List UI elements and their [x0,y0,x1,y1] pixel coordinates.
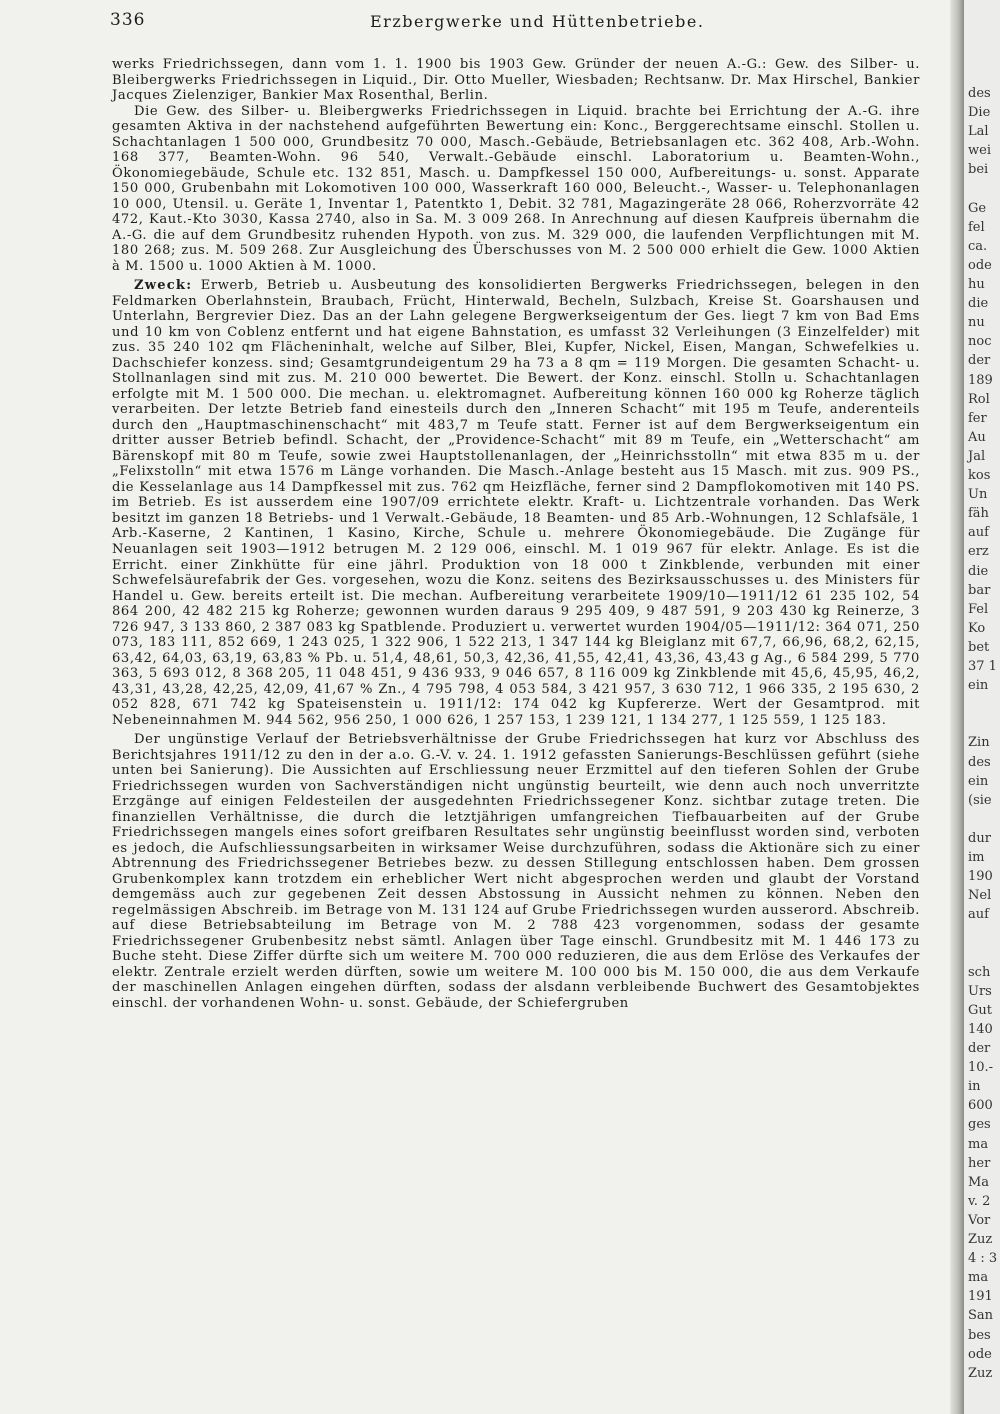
purpose-label: Zweck: [134,278,193,294]
book-gutter [950,0,964,1414]
next-page-fragment: des [968,86,991,101]
next-page-fragment: die [968,296,989,312]
next-page-fragment: ein [968,773,989,789]
next-page-fragment: fel [968,219,985,235]
next-page-fragment: ges [968,1117,991,1133]
next-page-fragment: Un [968,487,988,503]
next-page-fragment: der [968,1041,991,1056]
next-page-fragment: 4 : 3 [968,1251,998,1267]
next-page-fragment: noc [968,334,992,350]
next-page-fragment: 189 [968,372,993,388]
next-page-fragment: Au [968,429,986,445]
next-page-fragment: bes [968,1327,991,1343]
next-page-fragment: sch [968,964,991,980]
next-page-fragment: Vor [968,1212,991,1228]
next-page-fragment: in [968,1079,981,1095]
next-page-fragment: ode [968,257,992,273]
next-page-fragment: 191 [968,1289,993,1305]
next-page-fragment: Nel [968,888,992,904]
next-page-fragment: nu [968,315,985,331]
next-page-fragment: Gut [968,1002,992,1018]
next-page-fragment: bar [968,582,991,598]
next-page-fragment: erz [968,544,989,560]
next-page-fragment: 140 [968,1021,993,1037]
next-page-fragment: auf [968,525,989,541]
next-page-fragment: Jal [968,448,986,464]
next-page-fragment: fer [968,410,987,426]
next-page-fragment: des [968,754,991,770]
next-page-fragment: der [968,353,991,369]
next-page-fragment: (sie [968,792,992,808]
next-page-fragment: Ma [968,1174,990,1190]
next-page-fragment: dur [968,830,991,846]
next-page-fragment: Ge [968,200,987,216]
next-page-fragment: Fel [968,601,989,617]
next-page-fragment: ode [968,1346,992,1362]
next-page-fragment: 190 [968,869,993,885]
next-page-fragment: wei [968,143,991,159]
next-page-fragment: 600 [968,1098,993,1114]
next-page-fragment: ma [968,1270,989,1286]
paragraph-valuation: Die Gew. des Silber- u. Bleibergwerks Friedrichssegen in Liquid. brachte bei Errichtung der A.-G. ihre gesamten Aktiva in der nachstehend aufgeführten Bewertung ein: Konc., Berggerechtsame einschl. Stollen u. Schachtanlagen 1 500 000, Grundbesitz 70 000, Masch.-Gebäude, Betriebsanlagen etc. 362 408, Arb.-Wohn. 168 377, Beamten-Wohn. 96 540, Verwalt.-Gebäude einschl. Laboratorium u. Beamten-Wohn., Ökonomiegebäude, Schule etc. 132 851, Masch. u. Dampfkessel 150 000, Aufbereitungs- u. sonst. Apparate 150 000, Grubenbahn mit Lokomotiven 100 000, Wasserkraft 160 000, Beleucht.-, Wasser- u. Telephonanlagen 10 000, Utensil. u. Geräte 1, Inventar 1, Patentkto 1, Debit. 32 781, Magazingeräte 28 066, Roherzvorräte 42 472, Kaut.-Kto 3030, Kassa 2740, also in Sa. M. 3 009 268. In Anrechnung auf diesen Kaufpreis übernahm die A.-G. die auf dem Grundbesitz ruhenden Hypoth. von zus. M. 329 000, die laufenden Verpflichtungen mit M. 180 268; zus. M. 509 268. Zur Ausgleichung des Überschusses von M. 2 500 000 erhielt die Gew. 1000 Aktien à M. 1500 u. 1000 Aktien à M. 1000. [112,103,920,274]
next-page-fragment: Urs [968,983,992,999]
next-page-fragment: her [968,1155,991,1171]
next-page-fragment: Lal [968,124,989,140]
paragraph-purpose [112,278,920,728]
next-page-fragment: Zuz [968,1232,993,1247]
next-page-fragment: hu [968,277,985,292]
running-title: Erzbergwerke und Hüttenbetriebe. [370,12,705,31]
next-page-edge [964,0,1000,1414]
next-page-fragment: San [968,1308,994,1324]
page-body [112,57,920,1011]
next-page-fragment: 10.- [968,1060,994,1076]
next-page-fragment: die [968,563,989,579]
page-header [110,8,930,38]
next-page-fragment: ma [968,1136,989,1152]
next-page-fragment: Die [968,105,991,121]
next-page-fragment: im [968,850,985,865]
purpose-text: Erwerb, Betrieb u. Ausbeutung des konsolidierten Bergwerks Friedrichssegen, belegen in den Feldmarken Oberlahnstein, Braubach, Frücht, Hinterwald, Becheln, Sulzbach, Kreise St. Goarshausen und Unterlahn, Bergrevier Diez. Das an der Lahn gelegene Bergwerkseigentum der Ges. liegt 7 km von Bad Ems und 10 km von Coblenz entfernt und hat eigene Bahnstation, es umfasst 32 Verleihungen (3 Einzelfelder) mit zus. 35 240 102 qm Flächeninhalt, welche auf Silber, Blei, Kupfer, Nickel, Eisen, Mangan, Schwefelkies u. Dachschiefer konzess. sind; Gesamtgrundeigentum 29 ha 73 a 8 qm = 119 Morgen. Die gesamten Schacht- u. Stollnanlagen sind mit zus. M. 210 000 bewertet. Die Bewert. der Konz. einschl. Stolln u. Schachtanlagen erfolgte mit M. 1 500 000. Die mechan. u. elektromagnet. Aufbereitung können 160 000 kg Roherze täglich verarbeiten. Der letzte Betrieb fand einesteils durch den „Inneren Schacht“ mit 195 m Teufe, anderenteils durch den „Hauptmaschinenschacht“ mit 483,7 m Teufe statt. Ferner ist auf dem Bergwerkseigentum ein dritter ausser Betrieb befindl. Schacht, der „Providence-Schacht“ mit 89 m Teufe, ein „Wetterschacht“ am Bärenskopf mit 80 m Teufe, sowie zwei Hauptstollenanlagen, der „Heinrichsstolln“ mit etwa 835 m u. der „Felixstolln“ mit etwa 1576 m Länge vorhanden. Die Masch.-Anlage besteht aus 15 Masch. mit zus. 909 PS., die Kesselanlage aus 14 Dampfkessel mit zus. 762 qm Heizfläche, ferner sind 2 Dampflokomotiven mit 140 PS. im Betrieb. Es ist ausserdem eine 1907/09 errichtete elektr. Kraft- u. Lichtzentrale vorhanden. Das Werk besitzt im ganzen 18 Betriebs- und 1 Verwalt.-Gebäude, 18 Beamten- und 85 Arb.-Wohnungen, 12 Schlafsäle, 1 Arb.-Kaserne, 2 Kantinen, 1 Kasino, Kirche, Schule u. mehrere Ökonomiegebäude. Die Zugänge für Neuanlagen seit 1903—1912 betrugen M. 2 129 006, einschl. M. 1 019 967 für elektr. Anlage. Es ist die Erricht. einer Zinkhütte für eine jährl. Produktion von 18 000 t Zinkblende, verbunden mit einer Schwefelsäurefabrik der Ges. vorgesehen, wozu die Konz. seitens des Bezirksausschusses u. des Ministers für Handel u. Gew. bereits erteilt ist. Die mechan. Aufbereitung verarbeitete 1909/10—1911/12 61 235 102, 54 864 200, 42 482 215 kg Roherze; gewonnen wurden daraus 9 295 409, 9 487 591, 9 203 430 kg Reinerze, 3 726 947, 3 133 860, 2 387 083 kg Spatblende. Produziert u. verwertet wurden 1904/05—1911/12: 364 071, 250 073, 183 111, 852 669, 1 243 025, 1 322 906, 1 522 213, 1 347 144 kg Bleiglanz mit 67,7, 66,96, 68,2, 62,15, 63,42, 64,03, 63,19, 63,83 % Pb. u. 51,4, 48,61, 50,3, 42,36, 41,55, 42,41, 43,36, 43,43 g Ag., 6 584 299, 5 770 363, 5 693 012, 8 368 205, 11 048 451, 9 436 933, 9 046 657, 8 116 009 kg Zinkblende mit 45,6, 45,95, 46,2, 43,31, 43,28, 42,25, 42,09, 41,67 % Zn., 4 795 798, 4 053 584, 3 421 957, 3 630 712, 1 966 335, 2 195 630, 2 052 828, 671 742 kg Spateisenstein u. 1911/12: 174 042 kg Kupfererze. Wert der Gesamtprod. mit Nebeneinnahmen M. 944 562, 956 250, 1 000 626, 1 257 153, 1 239 121, 1 134 277, 1 125 559, 1 125 183. [112,278,920,728]
next-page-fragment: v. 2 [968,1193,991,1209]
next-page-fragment: bei [968,162,989,178]
next-page-fragment: auf [968,907,989,923]
next-page-fragment: Zuz [968,1365,993,1381]
next-page-fragment: fäh [968,506,989,522]
paragraph-business-outlook: Der ungünstige Verlauf der Betriebsverhältnisse der Grube Friedrichssegen hat kurz vor Abschluss des Berichtsjahres 1911/12 zu den in der a.o. G.-V. v. 24. 1. 1912 gefassten Sanierungs-Beschlüssen geführt (siehe unten bei Sanierung). Die Aussichten auf Erschliessung neuer Erzmittel auf den tieferen Sohlen der Grube Friedrichssegen wurden von Sachverständigen nicht ungünstig beurteilt, wie denn auch noch unverritzte Erzgänge auf einigen Feldesteilen der ausgedehnten Friedrichssegener Konz. sichtbar zutage treten. Die finanziellen Verhältnisse, die durch die letztjährigen umfangreichen Tiefbauarbeiten auf der Grube Friedrichssegen mangels eines sofort greifbaren Resultates sehr ungünstig beeinflusst worden sind, verboten es jedoch, die Aufschliessungsarbeiten in wirksamer Weise durchzuführen, sodass die Aktionäre sich zu einer Abtrennung des Friedrichssegener Betriebes bezw. zu dessen Stillegung entschlossen haben. Dem grossen Grubenkomplex kann trotzdem ein erheblicher Wert nicht abgesprochen werden und glaubt der Vorstand demgemäss auch zur gegebenen Zeit dessen Abstossung in Aussicht nehmen zu können. Neben den regelmässigen Abschreib. im Betrage von M. 131 124 auf Grube Friedrichssegen wurden ausserord. Abschreib. auf diese Betriebsabteilung im Betrage von M. 2 788 423 vorgenommen, sodass der gesamte Friedrichssegener Grubenbesitz nebst sämtl. Anlagen über Tage einschl. Grundbesitz mit M. 1 446 173 zu Buche steht. Diese Ziffer dürfte sich um weitere M. 700 000 reduzieren, die aus dem Erlöse des Verkaufes der elektr. Zentrale erzielt werden dürften, sowie um weitere M. 100 000 bis M. 150 000, die aus dem Verkaufe der maschinellen Anlagen eingehen dürften, sodass der alsdann verbleibende Buchwert des Gesamtobjektes einschl. der vorhandenen Wohn- u. sonst. Gebäude, der Schiefergruben [112,732,920,1011]
next-page-fragment: Ko [968,620,986,636]
next-page-fragment: kos [968,468,991,483]
next-page-fragment: Rol [968,391,990,407]
page-number: 336 [110,10,146,30]
next-page-fragment: Zin [968,735,990,751]
next-page-fragment: ein [968,678,989,694]
next-page-fragment: bet [968,639,990,655]
next-page-fragment: 37 1 [968,659,997,674]
next-page-fragment: ca. [968,238,988,254]
paragraph-founders: werks Friedrichssegen, dann vom 1. 1. 1900 bis 1903 Gew. Gründer der neuen A.-G.: Gew. des Silber- u. Bleibergwerks Friedrichssegen in Liquid., Dir. Otto Mueller, Wiesbaden; Rechtsanw. Dr. Max Hirschel, Bankier Jacques Zielenziger, Bankier Max Rosenthal, Berlin. [112,57,920,104]
